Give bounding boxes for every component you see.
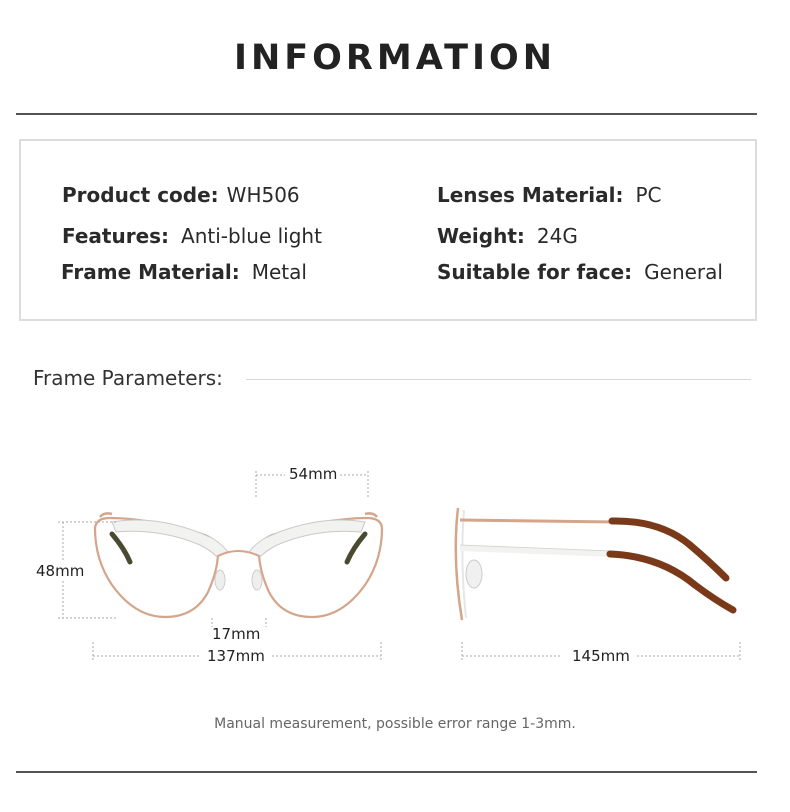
suitable-label: Suitable for face: bbox=[437, 260, 633, 284]
temple-length-label: 145mm bbox=[572, 647, 630, 665]
weight-label: Weight: bbox=[437, 224, 525, 248]
lens-height-label: 48mm bbox=[36, 562, 85, 580]
side-view-glasses bbox=[456, 508, 733, 620]
dimension-lines bbox=[58, 471, 740, 660]
weight-value: 24G bbox=[536, 224, 578, 248]
bottom-divider bbox=[16, 771, 757, 773]
frame-parameters-label: Frame Parameters: bbox=[33, 366, 223, 390]
bridge-width-label: 17mm bbox=[212, 625, 261, 643]
measurement-note: Manual measurement, possible error range 1-3mm. bbox=[214, 716, 576, 732]
frame-width-label: 137mm bbox=[207, 647, 265, 665]
lenses-material-label: Lenses Material: bbox=[437, 183, 624, 207]
product-code-value: WH506 bbox=[226, 183, 300, 207]
frame-material-value: Metal bbox=[251, 260, 307, 284]
frame-material-label: Frame Material: bbox=[61, 260, 240, 284]
front-view-glasses bbox=[95, 513, 382, 617]
lens-width-label: 54mm bbox=[289, 465, 338, 483]
lenses-material-value: PC bbox=[635, 183, 662, 207]
page-title: INFORMATION bbox=[233, 38, 557, 78]
features-value: Anti-blue light bbox=[181, 224, 322, 248]
product-code-label: Product code: bbox=[62, 183, 219, 207]
suitable-value: General bbox=[644, 260, 723, 284]
features-label: Features: bbox=[62, 224, 170, 248]
